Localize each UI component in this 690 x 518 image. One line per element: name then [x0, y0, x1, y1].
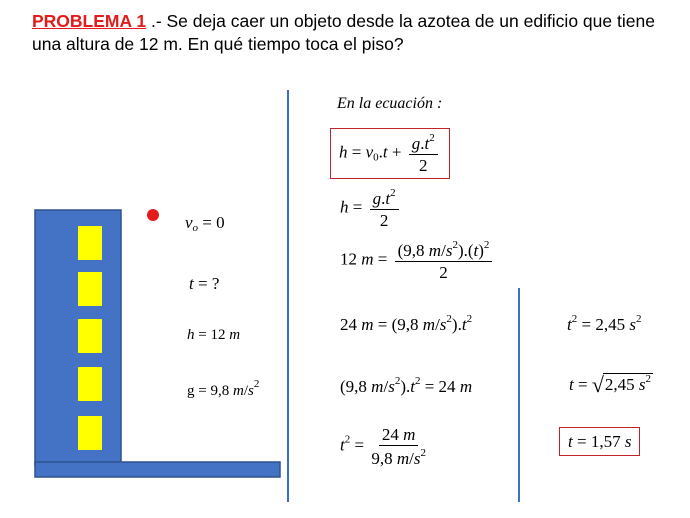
result-t-squared: $t^2 = 2,45$ $s^2$	[567, 313, 642, 334]
result-t-sqrt: t = √2,45 $s^2$	[569, 372, 652, 397]
falling-object-dot	[147, 209, 159, 221]
given-time: t = ?	[189, 274, 220, 293]
equation-step-2: 12 m = $\frac{(9,8 m/s^2).(t)^2}{2}$	[340, 240, 495, 281]
problem-label: PROBLEMA 1	[32, 11, 147, 31]
equation-step-1: h = $\frac{g.t^2}{2}$	[340, 188, 402, 229]
equation-step-4: (9,8 $m/s^2).t^2 = 24$ m	[340, 375, 473, 396]
window	[78, 272, 102, 306]
window	[78, 367, 102, 401]
formula-box: $h = v_0.t$ + $\frac{g.t^2}{2}$	[330, 128, 450, 179]
window	[78, 319, 102, 353]
divider-line	[287, 90, 289, 502]
final-answer-box: t = 1,57 s	[559, 427, 640, 456]
problem-text: .- Se deja caer un objeto desde la azotea de un edificio que tiene una altura de 12 m. En qué tiempo toca el piso?	[32, 11, 655, 54]
building-base	[35, 462, 280, 477]
divider-line	[518, 288, 520, 502]
given-height: h = 12 m	[187, 327, 241, 343]
building-illustration	[0, 0, 290, 518]
window	[78, 226, 102, 260]
given-initial-velocity: $v_o = 0$	[185, 213, 225, 234]
given-gravity: g = 9,8 $m/s^2$	[187, 378, 260, 399]
equation-step-5: $t^2$ = $\frac{24 m}{9,8 m/s^2}$	[340, 425, 426, 468]
equation-step-3: 24 m = (9,8 $m/s^2).t^2$	[340, 313, 473, 334]
intro-text: En la ecuación :	[337, 95, 443, 112]
window	[78, 416, 102, 450]
